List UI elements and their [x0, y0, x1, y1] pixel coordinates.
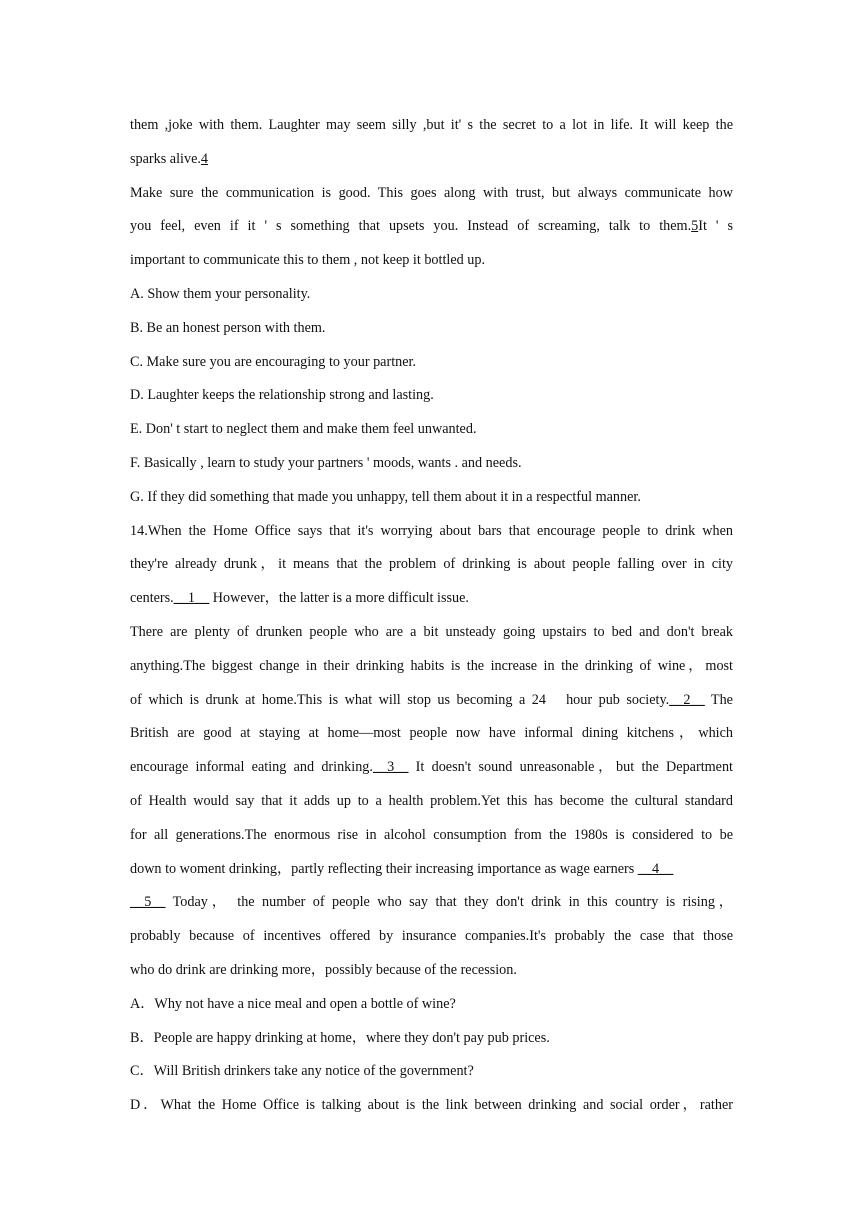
blank-4: __4__ — [637, 860, 674, 877]
option-d: D. Laughter keeps the relationship strong and lasting. — [130, 387, 434, 404]
document-page — [130, 109, 733, 1123]
text-line — [130, 582, 733, 616]
text-line — [130, 684, 733, 718]
text-line: Make sure the communication is good. This goes along with trust, but always communicate how — [130, 184, 733, 201]
text-span: of which is drunk at home.This is what will stop us becoming a 24 hour pub society. — [130, 691, 670, 708]
blank-3: __3__ — [372, 759, 409, 776]
text-span: However，the latter is a more difficult issue. — [209, 590, 469, 607]
text-span: encourage informal eating and drinking. — [130, 759, 373, 776]
option-a: A. Show them your personality. — [130, 285, 311, 302]
text-span: centers. — [130, 590, 174, 607]
option-f: F. Basically , learn to study your partners ' moods, wants . and needs. — [130, 454, 522, 471]
text-span: sparks alive. — [130, 150, 201, 167]
option-b: B. Be an honest person with them. — [130, 319, 326, 336]
text-line: who do drink are drinking more，possibly because of the recession. — [130, 961, 517, 978]
text-line — [130, 751, 733, 785]
text-line — [130, 210, 733, 244]
option-e: E. Don' t start to neglect them and make them feel unwanted. — [130, 421, 477, 438]
blank-2: __2__ — [669, 691, 705, 708]
question-14-line: 14.When the Home Office says that it's worrying about bars that encourage people to drink when — [130, 522, 733, 539]
text-span: down to woment drinking，partly reflecting their increasing importance as wage earners — [130, 860, 638, 877]
text-line: anything.The biggest change in their drinking habits is the increase in the drinking of wine，most — [130, 657, 733, 674]
blank-number: 4 — [200, 150, 209, 167]
option-g: G. If they did something that made you unhappy, tell them about it in a respectful manner. — [130, 488, 641, 505]
text-span: The — [704, 691, 733, 708]
answer-a: A．Why not have a nice meal and open a bottle of wine? — [130, 995, 456, 1012]
text-line: them ,joke with them. Laughter may seem silly ,but it' s the secret to a lot in life. It will keep the — [130, 117, 733, 133]
text-line: There are plenty of drunken people who are a bit unsteady going upstairs to bed and don't break — [130, 623, 733, 640]
text-line — [130, 853, 733, 887]
option-c: C. Make sure you are encouraging to your partner. — [130, 353, 417, 370]
blank-1: __1__ — [173, 590, 210, 607]
answer-d: D．What the Home Office is talking about is the link between drinking and social order，rather — [130, 1097, 733, 1114]
text-line: they're already drunk，it means that the problem of drinking is about people falling over in city — [130, 556, 733, 573]
text-line: probably because of incentives offered by insurance companies.It's probably the case that those — [130, 928, 733, 945]
text-span: It doesn't sound unreasonable，but the Department — [408, 759, 734, 776]
text-span: you feel, even if it ' s something that upsets you. Instead of screaming, talk to them. — [130, 218, 692, 235]
blank-number: 5 — [691, 218, 699, 235]
text-line: for all generations.The enormous rise in alcohol consumption from the 1980s is considered to be — [130, 826, 733, 843]
text-line: British are good at staying at home—most people now have informal dining kitchens，which — [130, 725, 733, 742]
text-line: important to communicate this to them , not keep it bottled up. — [130, 252, 486, 269]
text-line: of Health would say that it adds up to a health problem.Yet this has become the cultural standard — [130, 792, 733, 809]
answer-b: B．People are happy drinking at home，where they don't pay pub prices. — [130, 1029, 550, 1046]
blank-5: __5__ — [130, 894, 166, 911]
answer-c: C．Will British drinkers take any notice of the government? — [130, 1063, 474, 1080]
text-span: It ' s — [698, 218, 733, 235]
text-line — [130, 886, 733, 920]
text-span: Today， the number of people who say that they don't drink in this country is rising， — [165, 894, 733, 911]
text-line — [130, 143, 733, 177]
